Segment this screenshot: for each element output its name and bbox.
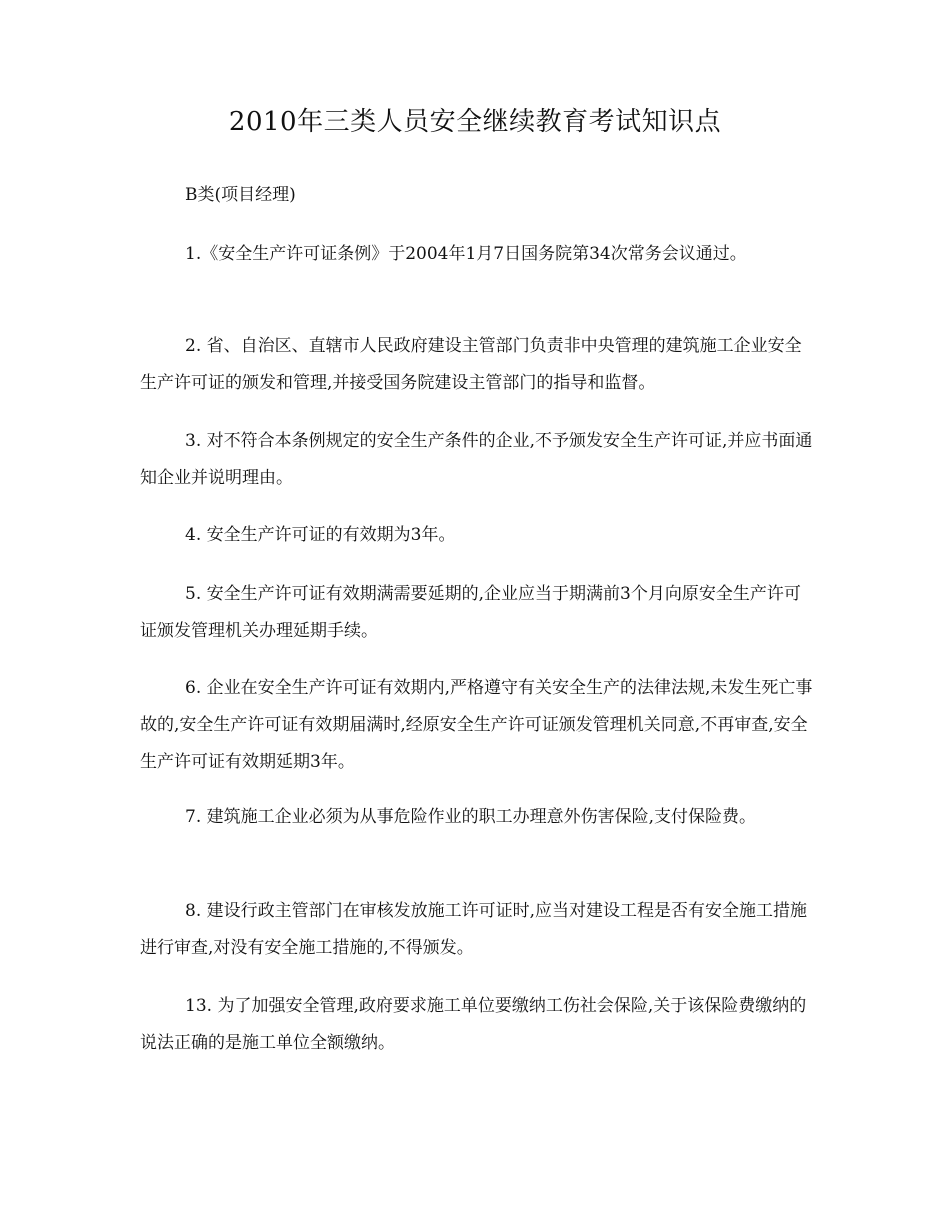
knowledge-item: 5. 安全生产许可证有效期满需要延期的,企业应当于期满前3个月向原安全生产许可证颁发管理机关办理延期手续。 [140, 584, 801, 641]
knowledge-item: 6. 企业在安全生产许可证有效期内,严格遵守有关安全生产的法律法规,未发生死亡事故的,安全生产许可证有效期届满时,经原安全生产许可证颁发管理机关同意,不再审查,安全生产许可证有效期延期3年。 [140, 678, 813, 772]
knowledge-item: 8. 建设行政主管部门在审核发放施工许可证时,应当对建设工程是否有安全施工措施进行审查,对没有安全施工措施的,不得颁发。 [140, 901, 808, 958]
document-title: 2010年三类人员安全继续教育考试知识点 [228, 107, 722, 137]
knowledge-item: 3. 对不符合本条例规定的安全生产条件的企业,不予颁发安全生产许可证,并应书面通知企业并说明理由。 [140, 431, 813, 488]
knowledge-item: 1.《安全生产许可证条例》于2004年1月7日国务院第34次常务会议通过。 [185, 244, 747, 264]
knowledge-item: 7. 建筑施工企业必须为从事危险作业的职工办理意外伤害保险,支付保险费。 [185, 807, 757, 827]
knowledge-item: 2. 省、自治区、直辖市人民政府建设主管部门负责非中央管理的建筑施工企业安全生产许可证的颁发和管理,并接受国务院建设主管部门的指导和监督。 [140, 336, 802, 393]
knowledge-item: 13. 为了加强安全管理,政府要求施工单位要缴纳工伤社会保险,关于该保险费缴纳的说法正确的是施工单位全额缴纳。 [140, 996, 807, 1053]
knowledge-item: 4. 安全生产许可证的有效期为3年。 [185, 525, 456, 545]
section-heading: B类(项目经理) [185, 185, 296, 205]
